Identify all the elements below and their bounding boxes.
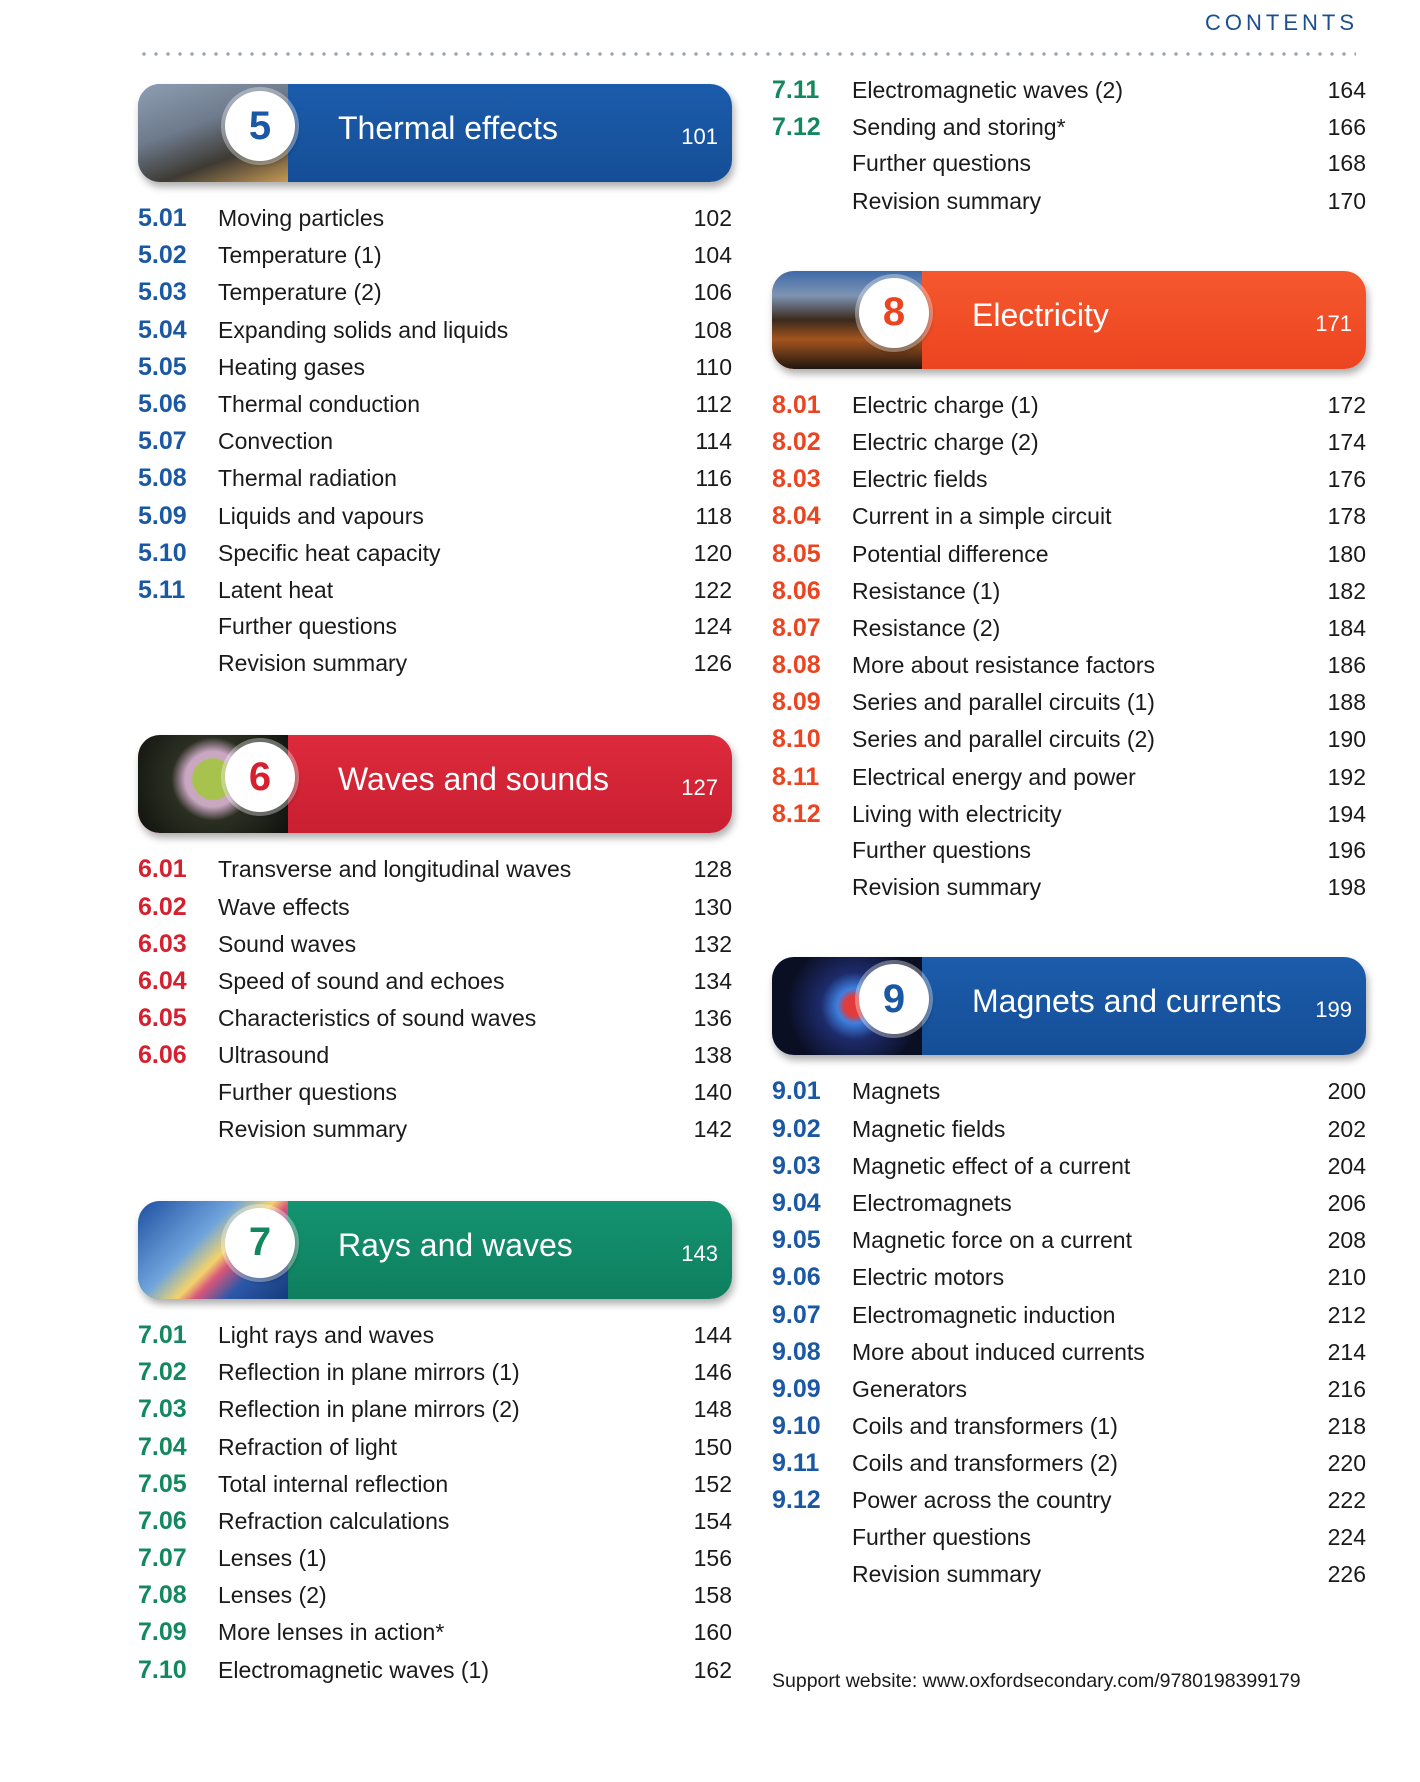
page-number: 112 <box>695 390 732 417</box>
section-title: Thermal radiation <box>218 465 397 492</box>
toc-entry[interactable] <box>138 1507 732 1544</box>
section-title: Heating gases <box>218 353 366 380</box>
section-title: Sound waves <box>218 930 357 957</box>
chapter-6-title: Waves and sounds <box>338 761 609 798</box>
page-number: 110 <box>695 353 732 380</box>
section-number: 5.07 <box>138 427 187 456</box>
section-title: Electric fields <box>852 466 988 493</box>
toc-entry[interactable] <box>138 930 732 967</box>
page-title: CONTENTS <box>1205 10 1358 35</box>
chapter-5-number: 5 <box>225 91 295 161</box>
toc-entry[interactable] <box>138 1656 732 1693</box>
toc-entry[interactable] <box>772 1152 1366 1189</box>
section-title: Specific heat capacity <box>218 539 441 566</box>
page-number: 178 <box>1327 503 1366 530</box>
section-title: Electric charge (1) <box>852 391 1039 418</box>
section-title: Light rays and waves <box>218 1321 435 1348</box>
section-title: Temperature (2) <box>218 279 382 306</box>
section-number: 9.08 <box>772 1337 821 1366</box>
chapter-9-title: Magnets and currents <box>972 983 1282 1020</box>
toc-entry[interactable] <box>772 188 1366 225</box>
toc-entry[interactable] <box>772 1301 1366 1338</box>
page-number: 104 <box>693 242 732 269</box>
section-number: 8.06 <box>772 576 821 605</box>
page-number: 152 <box>693 1470 732 1497</box>
page-number: 136 <box>693 1005 732 1032</box>
page-number: 132 <box>693 930 732 957</box>
page-number: 196 <box>1327 837 1366 863</box>
page-number: 134 <box>693 968 732 994</box>
section-number: 5.04 <box>138 315 187 344</box>
toc-entry[interactable] <box>138 1079 732 1116</box>
toc-entry[interactable] <box>772 577 1366 614</box>
page-number: 166 <box>1327 114 1366 141</box>
page-number: 116 <box>695 465 732 492</box>
toc-entry[interactable] <box>772 763 1366 800</box>
chapter-9-number: 9 <box>859 964 929 1034</box>
section-number: 5.11 <box>138 575 186 604</box>
section-title: Further questions <box>852 150 1031 177</box>
toc-entry[interactable] <box>772 1338 1366 1375</box>
page-number: 102 <box>693 205 732 231</box>
chapter-6-number: 6 <box>225 742 295 812</box>
section-title: Moving particles <box>218 205 385 231</box>
section-title: Electromagnetic induction <box>852 1301 1116 1328</box>
toc-entry[interactable] <box>138 353 732 390</box>
chapter-7-continued-entries <box>772 76 1366 225</box>
chapter-9-page: 199 <box>1315 997 1352 1023</box>
section-title: Further questions <box>852 837 1031 863</box>
section-number: 9.02 <box>772 1114 821 1143</box>
page-number: 122 <box>693 576 732 603</box>
toc-entry[interactable] <box>138 316 732 353</box>
section-title: Temperature (1) <box>218 242 382 269</box>
page-number: 210 <box>1327 1264 1366 1291</box>
page-number: 170 <box>1327 187 1366 214</box>
section-number: 6.01 <box>138 855 187 884</box>
section-number: 9.11 <box>772 1449 820 1478</box>
section-title: Further questions <box>852 1523 1031 1550</box>
page-number: 144 <box>693 1321 732 1348</box>
chapter-6-entries <box>138 855 732 1153</box>
section-title: Series and parallel circuits (2) <box>852 726 1155 753</box>
section-number: 6.05 <box>138 1004 187 1033</box>
page-number: 206 <box>1327 1189 1366 1216</box>
page-number: 130 <box>693 893 732 920</box>
toc-entry[interactable] <box>138 427 732 464</box>
page-number: 212 <box>1327 1301 1366 1328</box>
chapter-5-entries <box>138 204 732 687</box>
section-title: Latent heat <box>218 576 334 603</box>
section-number: 6.03 <box>138 929 187 958</box>
page-number: 164 <box>1327 77 1366 103</box>
toc-entry[interactable] <box>772 150 1366 187</box>
toc-entry[interactable] <box>772 874 1366 911</box>
section-number: 8.11 <box>772 762 820 791</box>
chapter-6-banner[interactable] <box>138 735 732 833</box>
section-title: Thermal conduction <box>218 390 420 417</box>
page-number: 172 <box>1327 391 1366 418</box>
section-title: Coils and transformers (2) <box>852 1450 1118 1477</box>
section-number: 7.01 <box>138 1320 187 1349</box>
toc-entry[interactable] <box>772 76 1366 113</box>
toc-entry[interactable] <box>138 1544 732 1581</box>
toc-entry[interactable] <box>138 1358 732 1395</box>
chapter-7-continued <box>772 76 1366 225</box>
section-title: Resistance (1) <box>852 577 1001 604</box>
section-number: 9.07 <box>772 1300 821 1329</box>
page-number: 126 <box>693 650 732 677</box>
toc-entry[interactable] <box>138 241 732 278</box>
chapter-8-page: 171 <box>1315 310 1352 336</box>
toc-entry[interactable] <box>138 855 732 892</box>
toc-entry[interactable] <box>138 502 732 539</box>
toc-entry[interactable] <box>138 1321 732 1358</box>
page-number: 108 <box>693 316 732 343</box>
toc-entry[interactable] <box>772 428 1366 465</box>
section-number: 8.05 <box>772 539 821 568</box>
toc-entry[interactable] <box>772 1077 1366 1114</box>
section-number: 6.02 <box>138 892 187 921</box>
toc-entry[interactable] <box>772 1412 1366 1449</box>
section-title: Lenses (1) <box>218 1545 327 1572</box>
toc-entry[interactable] <box>138 204 732 241</box>
section-number: 9.03 <box>772 1151 821 1180</box>
section-title: Sending and storing* <box>852 114 1066 141</box>
page-number: 190 <box>1327 726 1366 753</box>
section-number: 9.12 <box>772 1486 821 1515</box>
section-number: 9.09 <box>772 1374 821 1403</box>
page-number: 182 <box>1327 577 1366 604</box>
section-number: 8.01 <box>772 390 821 419</box>
page-number: 200 <box>1327 1078 1366 1105</box>
section-number: 5.09 <box>138 501 187 530</box>
toc-entry[interactable] <box>772 113 1366 150</box>
section-number: 7.02 <box>138 1358 187 1387</box>
section-number: 7.10 <box>138 1655 187 1684</box>
section-title: Revision summary <box>852 874 1042 901</box>
page-number: 188 <box>1327 689 1366 716</box>
toc-entry[interactable] <box>772 800 1366 837</box>
chapter-5-banner[interactable] <box>138 84 732 182</box>
chapter-9 <box>772 957 1366 1598</box>
section-number: 5.05 <box>138 352 187 381</box>
section-number: 5.02 <box>138 241 187 270</box>
section-number: 7.04 <box>138 1432 187 1461</box>
section-number: 7.03 <box>138 1395 187 1424</box>
section-title: Electrical energy and power <box>852 763 1136 790</box>
section-number: 8.03 <box>772 465 821 494</box>
section-title: Potential difference <box>852 540 1049 567</box>
toc-entry[interactable] <box>772 1561 1366 1598</box>
chapter-8-banner[interactable] <box>772 271 1366 369</box>
section-title: Electromagnetic waves (1) <box>218 1656 489 1683</box>
support-website[interactable]: Support website: www.oxfordsecondary.com/9780198399179 <box>772 1670 1301 1692</box>
section-title: Electric charge (2) <box>852 428 1039 455</box>
right-column <box>772 76 1366 1598</box>
section-title: Speed of sound and echoes <box>218 968 505 994</box>
chapter-7-entries <box>138 1321 732 1693</box>
toc-entry[interactable] <box>772 1449 1366 1486</box>
toc-entry[interactable] <box>772 502 1366 539</box>
section-title: Magnets <box>852 1078 941 1105</box>
page-number: 114 <box>695 428 732 455</box>
section-title: Reflection in plane mirrors (2) <box>218 1396 520 1423</box>
section-title: Resistance (2) <box>852 614 1001 641</box>
chapter-8-entries <box>772 391 1366 912</box>
page-number: 222 <box>1327 1487 1366 1514</box>
page-number: 106 <box>693 279 732 306</box>
section-number: 5.01 <box>138 204 187 232</box>
toc-entry[interactable] <box>772 1263 1366 1300</box>
toc-entry[interactable] <box>138 576 732 613</box>
section-title: Lenses (2) <box>218 1582 327 1609</box>
section-title: Coils and transformers (1) <box>852 1413 1118 1440</box>
chapter-7 <box>138 1201 732 1693</box>
page-number: 118 <box>695 502 732 529</box>
section-title: Further questions <box>218 613 397 640</box>
section-title: Power across the country <box>852 1487 1112 1514</box>
page-number: 214 <box>1327 1338 1366 1365</box>
page-number: 146 <box>693 1359 732 1386</box>
page-number: 160 <box>693 1619 732 1646</box>
toc-entry[interactable] <box>138 1581 732 1618</box>
page-number: 124 <box>693 613 732 640</box>
page-number: 120 <box>693 539 732 566</box>
section-number: 5.06 <box>138 389 187 418</box>
toc-entry[interactable] <box>772 391 1366 428</box>
page-number: 192 <box>1327 763 1366 790</box>
toc-entry[interactable] <box>138 1041 732 1078</box>
section-title: Ultrasound <box>218 1042 330 1069</box>
section-title: Transverse and longitudinal waves <box>218 856 572 883</box>
section-number: 5.03 <box>138 278 187 307</box>
section-title: Reflection in plane mirrors (1) <box>218 1359 520 1386</box>
page-number: 158 <box>693 1582 732 1609</box>
page-number: 184 <box>1327 614 1366 641</box>
page-number: 216 <box>1327 1375 1366 1402</box>
section-number: 7.06 <box>138 1506 187 1535</box>
section-title: Electromagnets <box>852 1189 1012 1216</box>
page-number: 218 <box>1327 1413 1366 1440</box>
section-title: Wave effects <box>218 893 350 920</box>
page-number: 162 <box>693 1656 732 1683</box>
chapter-5 <box>138 84 732 687</box>
section-number: 8.10 <box>772 725 821 754</box>
section-title: Expanding solids and liquids <box>218 316 509 343</box>
section-title: Revision summary <box>852 187 1042 214</box>
toc-entry[interactable] <box>772 614 1366 651</box>
section-title: Revision summary <box>852 1560 1042 1587</box>
toc-entry[interactable] <box>138 390 732 427</box>
chapter-6 <box>138 735 732 1153</box>
page-number: 150 <box>693 1433 732 1460</box>
page-number: 128 <box>693 856 732 883</box>
page-number: 220 <box>1327 1450 1366 1477</box>
toc-entry[interactable] <box>772 725 1366 762</box>
section-title: Revision summary <box>218 1115 408 1142</box>
toc-entry[interactable] <box>772 540 1366 577</box>
section-title: Magnetic force on a current <box>852 1227 1132 1254</box>
page-number: 180 <box>1327 540 1366 567</box>
chapter-6-page: 127 <box>681 775 718 801</box>
section-title: Electromagnetic waves (2) <box>852 77 1123 103</box>
page-number: 140 <box>693 1078 732 1105</box>
toc-entry[interactable] <box>138 1004 732 1041</box>
section-number: 5.08 <box>138 464 187 493</box>
toc-entry[interactable] <box>138 539 732 576</box>
toc-entry[interactable] <box>772 1375 1366 1412</box>
toc-entry[interactable] <box>138 613 732 650</box>
toc-entry[interactable] <box>772 1226 1366 1263</box>
dotted-divider <box>138 52 1356 56</box>
section-title: More lenses in action* <box>218 1619 445 1646</box>
page-number: 154 <box>693 1507 732 1534</box>
section-number: 7.12 <box>772 113 821 142</box>
page-number: 198 <box>1327 874 1366 901</box>
section-title: Further questions <box>218 1078 397 1105</box>
chapter-7-title: Rays and waves <box>338 1226 573 1263</box>
section-title: Generators <box>852 1375 968 1402</box>
section-number: 8.08 <box>772 651 821 680</box>
page-number: 224 <box>1327 1523 1366 1550</box>
chapter-8-number: 8 <box>859 278 929 348</box>
section-number: 8.02 <box>772 427 821 456</box>
section-title: Convection <box>218 428 334 455</box>
chapter-7-number: 7 <box>225 1208 295 1278</box>
section-title: Electric motors <box>852 1264 1005 1291</box>
toc-entry[interactable] <box>138 1470 732 1507</box>
section-number: 7.09 <box>138 1618 187 1647</box>
chapter-9-entries <box>772 1077 1366 1598</box>
page-number: 174 <box>1327 428 1366 455</box>
page-number: 202 <box>1327 1115 1366 1142</box>
toc-entry[interactable] <box>138 1618 732 1655</box>
page-number: 138 <box>693 1042 732 1069</box>
page-number: 176 <box>1327 466 1366 493</box>
chapter-8-title: Electricity <box>972 296 1109 333</box>
toc-entry[interactable] <box>772 651 1366 688</box>
section-title: Current in a simple circuit <box>852 503 1112 530</box>
section-title: Characteristics of sound waves <box>218 1005 537 1032</box>
page-number: 186 <box>1327 652 1366 679</box>
toc-entry[interactable] <box>772 1486 1366 1523</box>
toc-entry[interactable] <box>772 837 1366 874</box>
page-number: 208 <box>1327 1227 1366 1254</box>
toc-entry[interactable] <box>772 465 1366 502</box>
section-number: 7.11 <box>772 76 820 104</box>
section-title: Liquids and vapours <box>218 502 424 529</box>
toc-entry[interactable] <box>138 1433 732 1470</box>
section-number: 5.10 <box>138 538 187 567</box>
section-number: 9.10 <box>772 1412 821 1441</box>
section-number: 8.09 <box>772 688 821 717</box>
section-number: 8.12 <box>772 799 821 828</box>
section-title: More about resistance factors <box>852 652 1155 679</box>
section-number: 9.01 <box>772 1077 821 1106</box>
section-title: More about induced currents <box>852 1338 1145 1365</box>
page-number: 148 <box>693 1396 732 1423</box>
toc-entry[interactable] <box>138 1116 732 1153</box>
section-number: 9.06 <box>772 1263 821 1292</box>
toc-entry[interactable] <box>772 1524 1366 1561</box>
section-number: 9.05 <box>772 1226 821 1255</box>
section-title: Magnetic fields <box>852 1115 1006 1142</box>
page-number: 204 <box>1327 1152 1366 1179</box>
section-title: Total internal reflection <box>218 1470 449 1497</box>
page-number: 142 <box>693 1115 732 1142</box>
section-title: Magnetic effect of a current <box>852 1152 1131 1179</box>
section-title: Living with electricity <box>852 800 1062 827</box>
section-number: 7.07 <box>138 1544 187 1573</box>
toc-entry[interactable] <box>138 650 732 687</box>
chapter-8 <box>772 271 1366 912</box>
section-number: 8.07 <box>772 613 821 642</box>
section-number: 7.05 <box>138 1469 187 1498</box>
chapter-7-banner[interactable] <box>138 1201 732 1299</box>
page-number: 168 <box>1327 150 1366 177</box>
toc-entry[interactable] <box>138 464 732 501</box>
section-title: Series and parallel circuits (1) <box>852 689 1155 716</box>
toc-entry[interactable] <box>138 967 732 1004</box>
toc-entry[interactable] <box>772 688 1366 725</box>
page-number: 226 <box>1327 1560 1366 1587</box>
section-number: 6.06 <box>138 1041 187 1070</box>
section-title: Refraction of light <box>218 1433 397 1460</box>
page-number: 156 <box>693 1545 732 1572</box>
toc-entry[interactable] <box>772 1115 1366 1152</box>
toc-entry[interactable] <box>138 278 732 315</box>
chapter-5-title: Thermal effects <box>338 110 558 146</box>
toc-entry[interactable] <box>138 1395 732 1432</box>
section-number: 6.04 <box>138 967 187 995</box>
section-number: 8.04 <box>772 502 821 531</box>
chapter-5-page: 101 <box>681 124 718 149</box>
section-number: 7.08 <box>138 1581 187 1610</box>
toc-entry[interactable] <box>138 893 732 930</box>
toc-entry[interactable] <box>772 1189 1366 1226</box>
chapter-9-banner[interactable] <box>772 957 1366 1055</box>
section-number: 9.04 <box>772 1188 821 1217</box>
section-title: Refraction calculations <box>218 1507 450 1534</box>
left-column <box>138 84 732 1693</box>
section-title: Revision summary <box>218 650 408 677</box>
page-number: 194 <box>1327 800 1366 827</box>
chapter-7-page: 143 <box>681 1240 718 1266</box>
